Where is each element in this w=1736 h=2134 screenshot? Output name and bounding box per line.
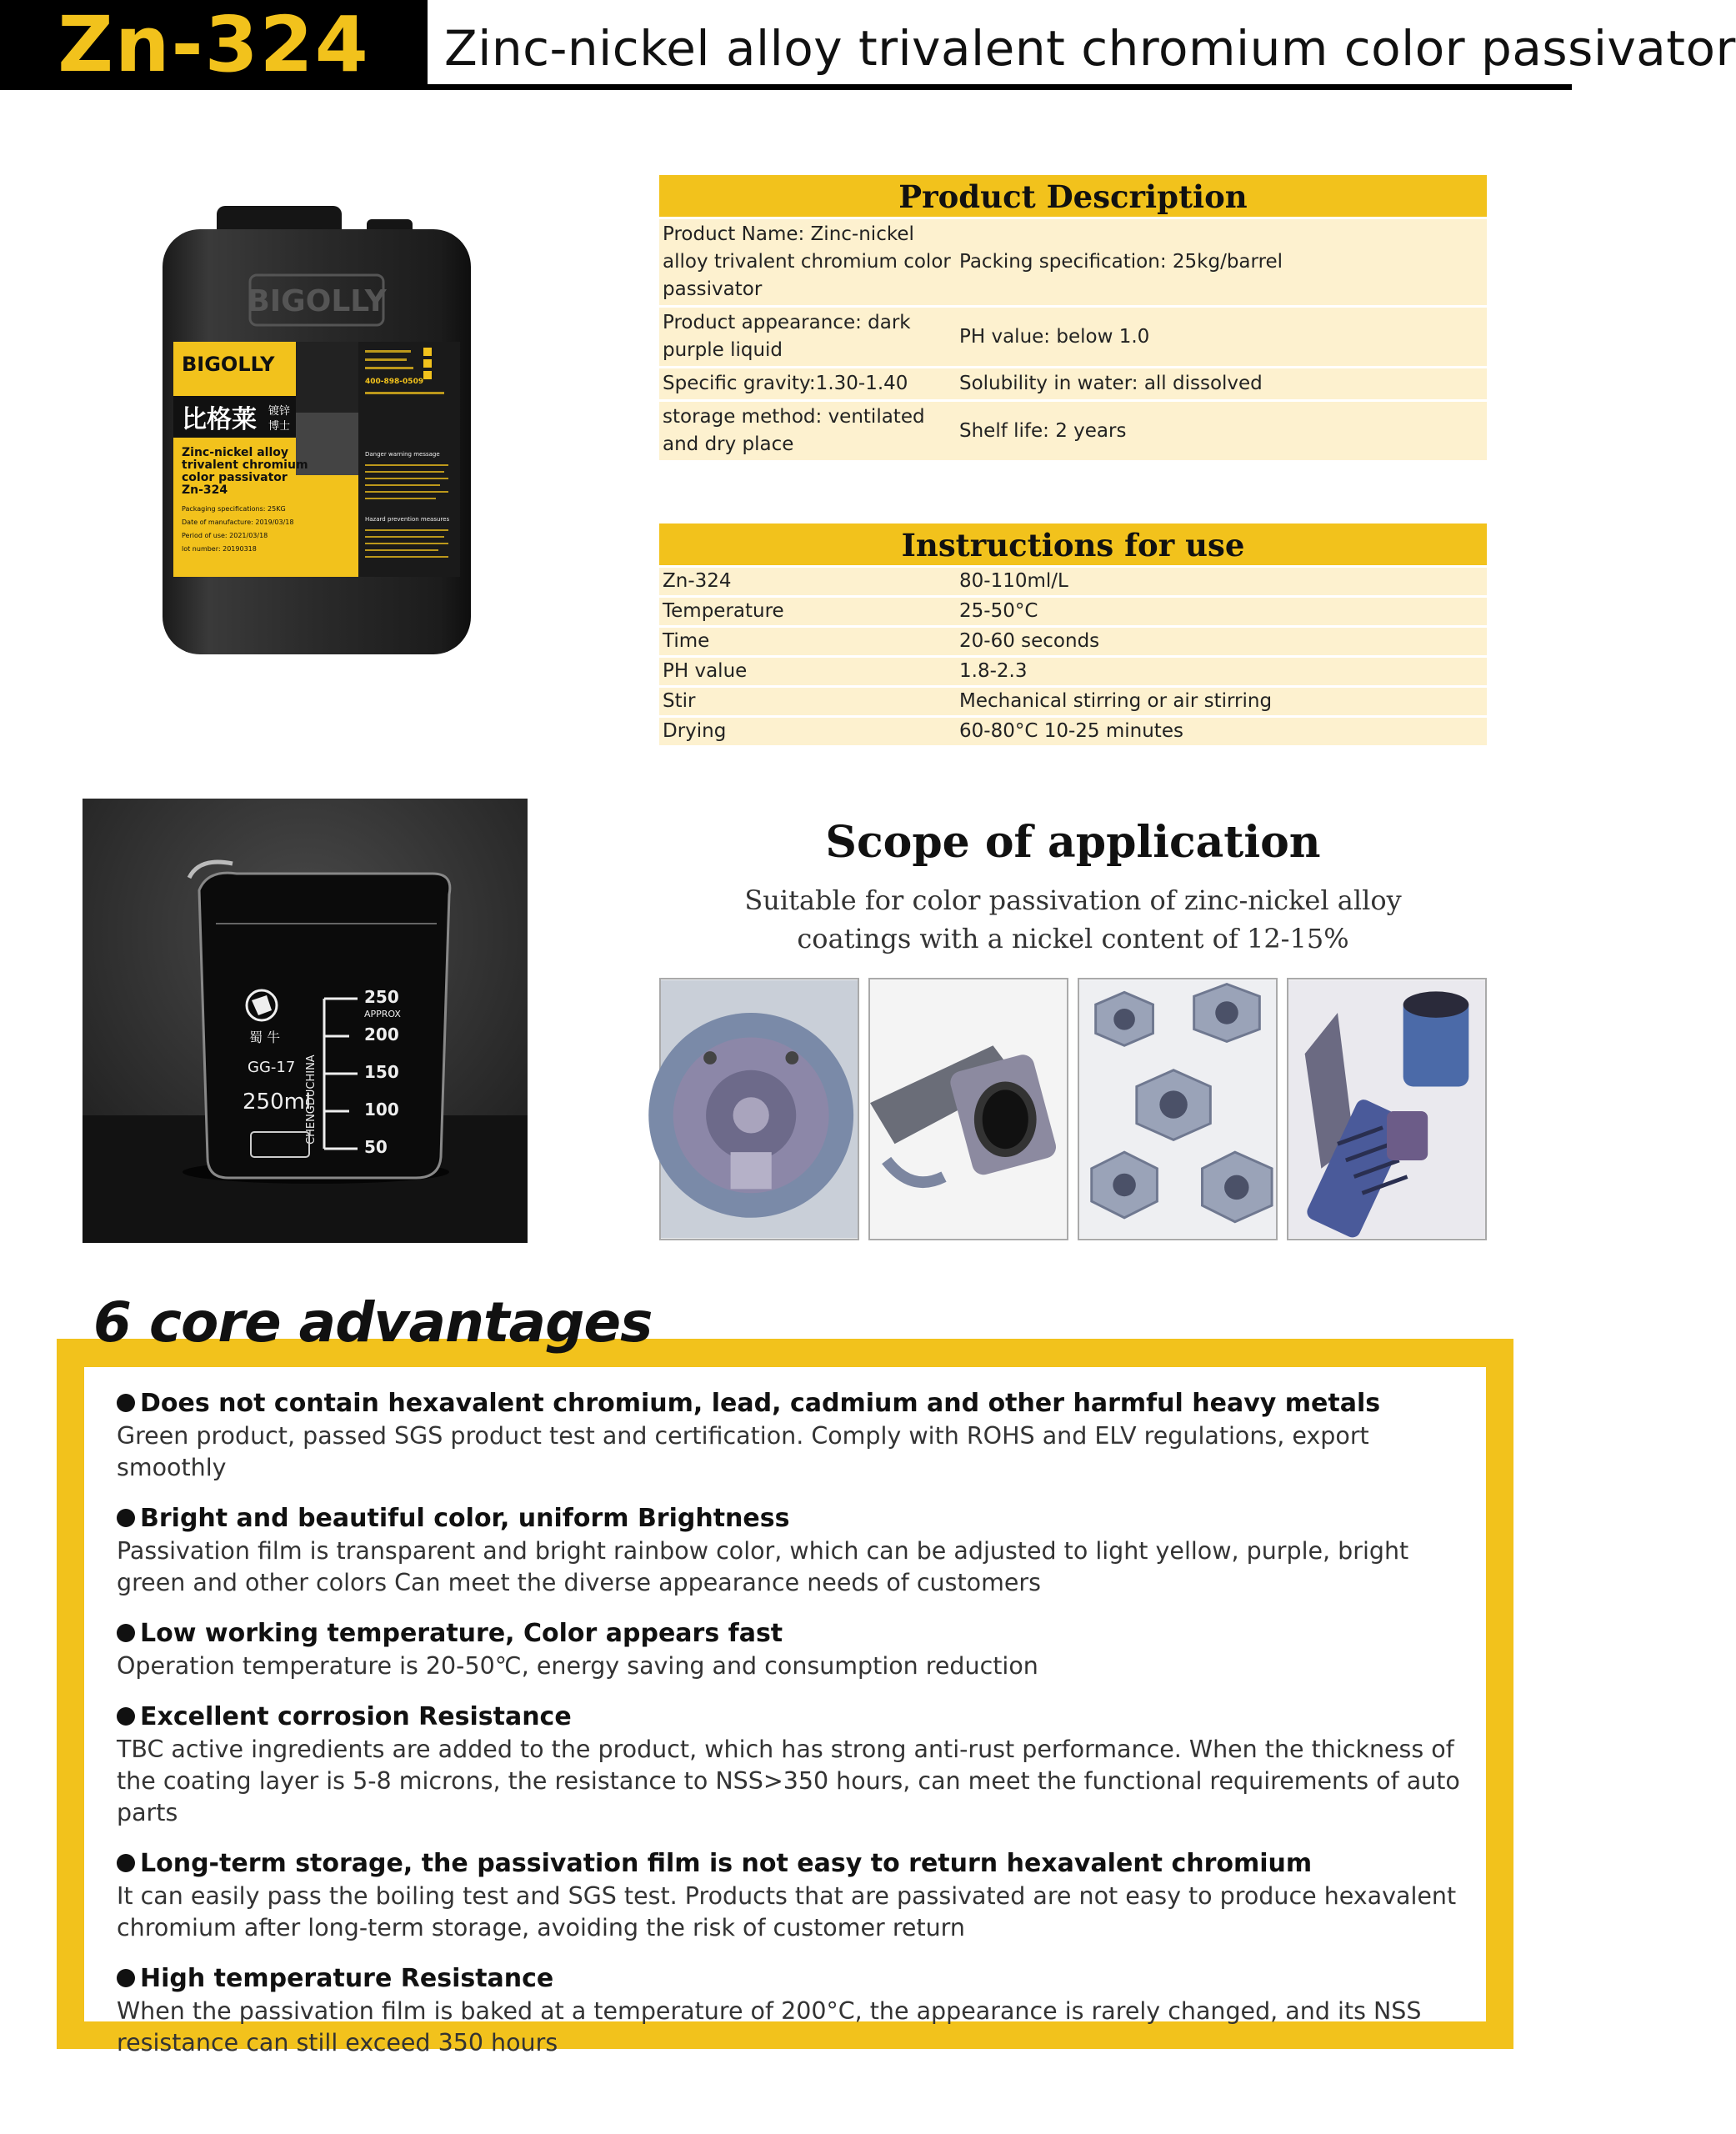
product-description-table [659,175,1487,460]
table-row [659,625,1487,655]
advantage-heading: Low working temperature, Color appears fast [140,1619,783,1648]
bullet-icon [117,1969,135,1987]
advantages-list [117,1387,1483,2077]
beaker-cn-text: 蜀 牛 [249,1029,281,1045]
canister-warning-heading: Danger warning message [365,451,440,458]
canister-brand: BIGOLLY [182,353,275,376]
list-item [117,1847,1483,1944]
beaker-approx: APPROX [364,1009,401,1019]
table-cell: PH value [663,660,748,682]
canister-hotline: 400-898-0509 [365,378,424,386]
beaker-maker: CHENGDUCHINA [305,1054,318,1145]
table-cell: Mechanical stirring or air stirring [959,690,1273,712]
scope-title: Scope of application [825,817,1321,868]
advantage-body: It can easily pass the boiling test and SGS test. Products that are passivated are not easy to produce hexavalent chromium after long-term storage, avoiding the risk of customer return [117,1882,1457,1941]
table-cell: PH value: below 1.0 [959,325,1150,348]
table-row [659,685,1487,715]
application-photo-pipe [868,978,1068,1240]
canister-cn-name: 比格莱 [182,405,257,434]
page-title: Zinc-nickel alloy trivalent chromium color passivator [444,20,1736,77]
product-code: Zn-324 [0,0,428,90]
table-cell: Packing specification: 25kg/barrel [959,251,1283,273]
bullet-icon [117,1707,135,1726]
bullet-icon [117,1624,135,1642]
table-cell: Product Name: Zinc-nickel alloy trivalent chromium color passivator [663,223,951,300]
table-row [659,399,1487,460]
instructions-heading: Instructions for use [659,523,1487,565]
beaker-mark: 50 [364,1137,388,1157]
bullet-icon [117,1509,135,1527]
advantage-heading: High temperature Resistance [140,1964,554,1993]
canister-spec-lines: Packaging specifications: 25KG Date of manufacture: 2019/03/18 Period of use: 2021/03/18 lot number: 20190318 [182,505,294,553]
product-canister-image [158,204,475,659]
canister-prevention-heading: Hazard prevention measures [365,516,450,523]
table-cell: 60-80°C 10-25 minutes [959,720,1183,742]
list-item [117,1962,1483,2059]
table-row [659,305,1487,366]
table-cell: 25-50°C [959,600,1038,622]
product-description-heading: Product Description [659,175,1487,217]
beaker-model: GG-17 [248,1059,296,1076]
list-item [117,1617,1483,1682]
table-cell: Time [663,630,710,652]
header-divider [428,84,1572,90]
beaker-mark: 200 [364,1024,399,1044]
scope-description: Suitable for color passivation of zinc-nickel alloy coatings with a nickel content of 12-15% [744,884,1402,954]
application-photo-fittings [1287,978,1487,1240]
instructions-table [659,523,1487,745]
advantage-body: When the passivation film is baked at a temperature of 200°C, the appearance is rarely changed, and its NSS resistance can still exceed 350 hours [117,1997,1422,2056]
table-cell: Zn-324 [663,570,732,592]
table-cell: Product appearance: dark purple liquid [663,312,911,361]
table-cell: Solubility in water: all dissolved [959,373,1263,394]
beaker-mark: 100 [364,1100,399,1120]
application-photo-plate [659,978,859,1240]
table-cell: Specific gravity:1.30-1.40 [663,373,908,394]
beaker-photo [83,799,528,1243]
advantage-heading: Does not contain hexavalent chromium, lead, cadmium and other harmful heavy metals [140,1389,1381,1418]
bullet-icon [117,1394,135,1412]
advantage-heading: Long-term storage, the passivation film is not easy to return hexavalent chromium [140,1849,1313,1878]
beaker-mark: 250 [364,987,399,1007]
advantage-heading: Excellent corrosion Resistance [140,1702,572,1731]
list-item [117,1387,1483,1484]
table-row [659,595,1487,625]
table-row [659,366,1487,399]
list-item [117,1502,1483,1599]
advantage-body: Passivation film is transparent and bright rainbow color, which can be adjusted to light yellow, purple, bright green and other colors Can meet the diverse appearance needs of customers [117,1537,1409,1596]
table-cell: 80-110ml/L [959,570,1068,592]
bullet-icon [117,1854,135,1872]
table-cell: Temperature [663,600,784,622]
advantages-title: 6 core advantages [93,1290,653,1355]
table-cell: 1.8-2.3 [959,660,1028,682]
canister-cn-badge-1: 镀锌 [268,405,291,418]
list-item [117,1701,1483,1829]
table-cell: 20-60 seconds [959,630,1100,652]
canister-cn-badge-2: 博士 [268,420,291,433]
application-photo-nuts [1078,978,1278,1240]
advantage-heading: Bright and beautiful color, uniform Brightness [140,1504,790,1533]
advantage-body: TBC active ingredients are added to the product, which has strong anti-rust performance. When the thickness of the coating layer is 5-8 microns, the resistance to NSS>350 hours, can meet the functional requirements of auto parts [117,1736,1460,1826]
canister-product-name: Zinc-nickel alloy trivalent chromium color passivator Zn-324 [182,446,308,497]
table-cell: storage method: ventilated and dry place [663,406,925,455]
table-row [659,655,1487,685]
table-cell: Stir [663,690,696,712]
advantage-body: Green product, passed SGS product test and certification. Comply with ROHS and ELV regulations, export smoothly [117,1422,1369,1481]
table-row [659,565,1487,595]
canister-embossed-text: BIGOLLY [247,284,387,318]
table-cell: Drying [663,720,727,742]
table-row [659,715,1487,745]
beaker-mark: 150 [364,1062,399,1082]
table-cell: Shelf life: 2 years [959,419,1127,442]
table-row [659,217,1487,305]
beaker-volume: 250ml [243,1090,312,1115]
advantage-body: Operation temperature is 20-50℃, energy saving and consumption reduction [117,1652,1038,1680]
